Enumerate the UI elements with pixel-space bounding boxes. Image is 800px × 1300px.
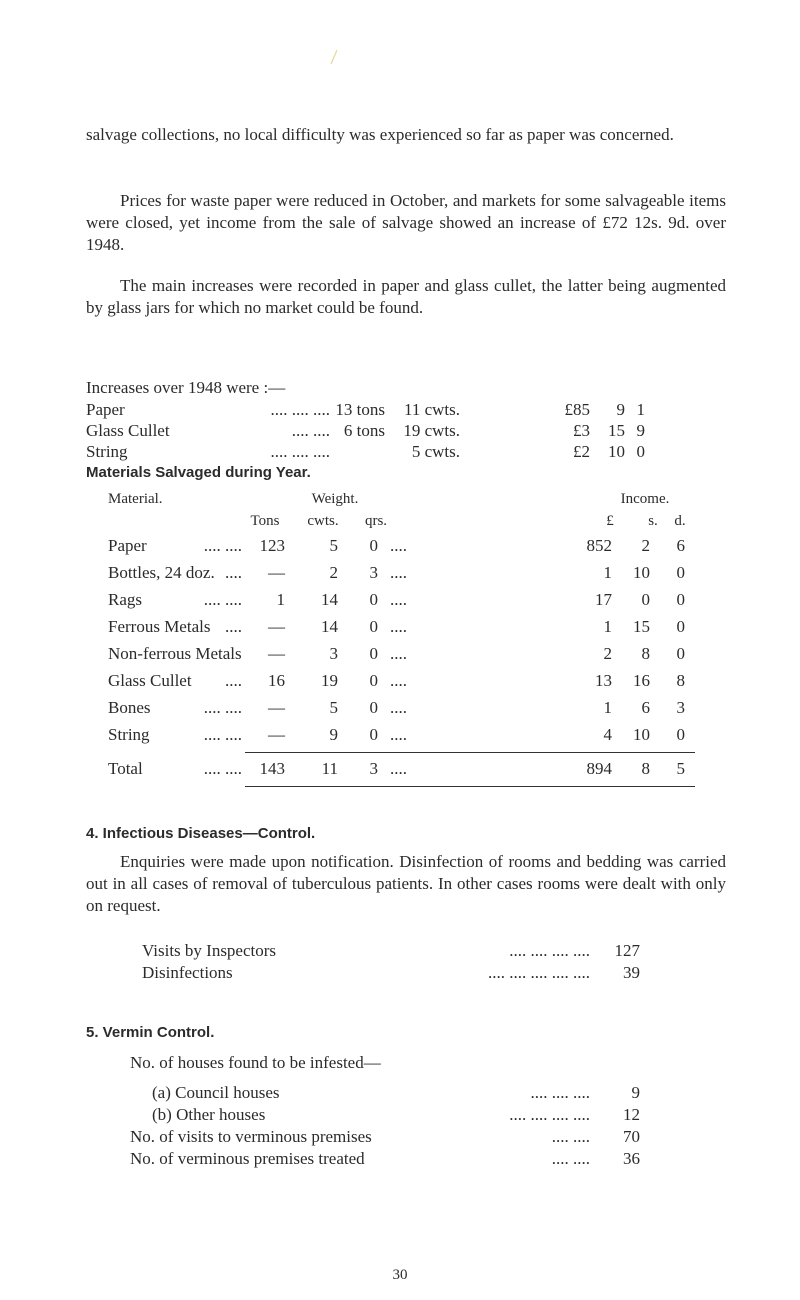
table-row-material: Glass Cullet — [108, 671, 192, 690]
section4-item-dots: .... .... .... .... .... — [488, 963, 590, 982]
table-row-cwts: 9 — [329, 725, 338, 744]
table-row-sep: .... — [390, 698, 407, 717]
section4-heading: 4. Infectious Diseases—Control. — [86, 825, 316, 842]
section4-item-dots: .... .... .... .... — [509, 941, 590, 960]
table-row-shillings: 16 — [633, 671, 650, 690]
table-row-pence: 0 — [676, 590, 685, 609]
sub-pounds-header: £ — [606, 513, 614, 529]
table-row-tons: — — [268, 725, 285, 744]
table-row-qrs: 0 — [369, 644, 378, 663]
table-row-tons: — — [268, 617, 285, 636]
table-row-pounds: 1 — [603, 698, 612, 717]
table-row-pence: 3 — [676, 698, 685, 717]
increase-cwts: 11 cwts. — [403, 400, 460, 419]
table-row-pounds: 1 — [603, 563, 612, 582]
section4-item-label: Visits by Inspectors — [142, 941, 277, 960]
total-rule-top — [245, 752, 695, 753]
table-row-qrs: 0 — [369, 725, 378, 744]
table-row-cwts: 14 — [321, 590, 338, 609]
increase-dots: .... .... — [291, 421, 330, 440]
table-row-pence: 0 — [676, 725, 685, 744]
section4-item-value: 127 — [614, 941, 640, 960]
table-row-cwts: 2 — [329, 563, 338, 582]
table-row-cwts: 5 — [329, 698, 338, 717]
table-row-qrs: 0 — [369, 590, 378, 609]
table-row-tons: 16 — [268, 671, 285, 690]
table-row-tons: — — [268, 698, 285, 717]
table-row-tons: 123 — [259, 536, 285, 555]
table-row-pounds: 2 — [603, 644, 612, 663]
table-row-dots: .... .... — [203, 725, 242, 744]
table-row-sep: .... — [390, 617, 407, 636]
intro-paragraph-2: Prices for waste paper were reduced in October, and markets for some salvageable items were closed, yet income from the sale of salvage showed an increase of £72 12s. 9d. over 1948. — [86, 191, 726, 254]
pencil-mark — [330, 50, 338, 64]
increase-pence: 1 — [636, 400, 645, 419]
section5-item-dots: .... .... — [551, 1149, 590, 1168]
increase-pounds: £3 — [573, 421, 590, 440]
table-row-pounds: 17 — [595, 590, 612, 609]
table-row-sep: .... — [390, 644, 407, 663]
intro-paragraph-1: salvage collections, no local difficulty was experienced so far as paper was concerned. — [86, 125, 674, 144]
table-row-cwts: 3 — [329, 644, 338, 663]
table-row-shillings: 10 — [633, 725, 650, 744]
increase-pounds: £2 — [573, 442, 590, 461]
col-material-header: Material. — [108, 491, 163, 507]
total-dots: .... .... — [203, 759, 242, 778]
table-row-pounds: 4 — [603, 725, 612, 744]
sub-qrs-header: qrs. — [364, 513, 388, 529]
sub-tons-header: Tons — [250, 513, 280, 529]
increase-pence: 9 — [636, 421, 645, 440]
table-row-sep: .... — [390, 563, 407, 582]
section5-item-value: 36 — [623, 1149, 640, 1168]
increase-tons: 13 tons — [335, 400, 385, 419]
table-row-qrs: 0 — [369, 698, 378, 717]
increase-item: Glass Cullet — [86, 421, 170, 440]
table-row-sep: .... — [390, 536, 407, 555]
increase-pence: 0 — [636, 442, 645, 461]
table-row-qrs: 0 — [369, 536, 378, 555]
section5-intro: No. of houses found to be infested— — [130, 1053, 381, 1072]
total-pence: 5 — [676, 759, 685, 778]
table-row-qrs: 0 — [369, 617, 378, 636]
total-pounds: 894 — [586, 759, 612, 778]
section5-item-value: 70 — [623, 1127, 640, 1146]
total-shillings: 8 — [641, 759, 650, 778]
table-row-dots: .... .... — [203, 590, 242, 609]
table-row-pounds: 1 — [603, 617, 612, 636]
table-row-shillings: 2 — [641, 536, 650, 555]
section5-item-value: 9 — [631, 1083, 640, 1102]
increase-shillings: 9 — [616, 400, 625, 419]
section5-item-label: (b) Other houses — [152, 1105, 266, 1124]
table-row-qrs: 3 — [369, 563, 378, 582]
table-row-cwts: 19 — [321, 671, 338, 690]
increase-shillings: 10 — [608, 442, 625, 461]
table-row-pounds: 13 — [595, 671, 612, 690]
table-row-qrs: 0 — [369, 671, 378, 690]
section5-item-label: No. of visits to verminous premises — [130, 1127, 372, 1146]
total-qrs: 3 — [369, 759, 378, 778]
salvaged-heading: Materials Salvaged during Year. — [86, 464, 311, 481]
table-row-pence: 0 — [676, 617, 685, 636]
section4-paragraph: Enquiries were made upon notification. Disinfection of rooms and bedding was carried out in all cases of removal of tuberculous patients. In other cases rooms were dealt with only on request. — [86, 852, 726, 915]
table-row-material: Rags — [108, 590, 142, 609]
total-tons: 143 — [259, 759, 285, 778]
table-row-pence: 8 — [676, 671, 685, 690]
increase-cwts: 5 cwts. — [411, 442, 460, 461]
table-row-material: Bones — [108, 698, 151, 717]
increase-shillings: 15 — [608, 421, 625, 440]
table-row-sep: .... — [390, 671, 407, 690]
section4-item-value: 39 — [623, 963, 640, 982]
table-row-material: Non-ferrous Metals — [108, 644, 242, 663]
table-row-tons: 1 — [276, 590, 285, 609]
total-cwts: 11 — [321, 759, 338, 778]
table-row-sep: .... — [390, 725, 407, 744]
section5-item-dots: .... .... .... .... — [509, 1105, 590, 1124]
table-row-shillings: 8 — [641, 644, 650, 663]
section5-item-dots: .... .... .... — [530, 1083, 590, 1102]
section5-item-dots: .... .... — [551, 1127, 590, 1146]
total-material: Total — [108, 759, 143, 778]
table-row-dots: .... — [225, 617, 242, 636]
table-row-shillings: 10 — [633, 563, 650, 582]
increase-item: Paper — [86, 400, 125, 419]
table-row-dots: .... .... — [203, 536, 242, 555]
increase-item: String — [86, 442, 128, 461]
table-row-shillings: 6 — [641, 698, 650, 717]
table-row-material: Paper — [108, 536, 147, 555]
table-row-tons: — — [268, 563, 285, 582]
intro-paragraph-3: The main increases were recorded in paper and glass cullet, the latter being augmented by glass jars for which no market could be found. — [86, 276, 726, 317]
table-row-dots: .... — [225, 671, 242, 690]
col-weight-header: Weight. — [311, 491, 359, 507]
increase-dots: .... .... .... — [270, 400, 330, 419]
table-row-material: String — [108, 725, 150, 744]
table-row-material: Ferrous Metals — [108, 617, 211, 636]
table-row-material: Bottles, 24 doz. — [108, 563, 215, 582]
table-row-dots: .... — [225, 563, 242, 582]
section5-item-label: No. of verminous premises treated — [130, 1149, 365, 1168]
table-row-cwts: 14 — [321, 617, 338, 636]
total-rule-bottom — [245, 786, 695, 787]
increases-heading: Increases over 1948 were :— — [86, 378, 286, 397]
table-row-pence: 6 — [676, 536, 685, 555]
table-row-dots: .... .... — [203, 698, 242, 717]
table-row-shillings: 15 — [633, 617, 650, 636]
sub-pence-header: d. — [674, 513, 686, 529]
section5-heading: 5. Vermin Control. — [86, 1024, 215, 1041]
increase-dots: .... .... .... — [270, 442, 330, 461]
increase-tons: 6 tons — [343, 421, 385, 440]
sub-cwts-header: cwts. — [307, 513, 339, 529]
increase-pounds: £85 — [564, 400, 590, 419]
table-row-cwts: 5 — [329, 536, 338, 555]
table-row-pounds: 852 — [586, 536, 612, 555]
section5-item-label: (a) Council houses — [152, 1083, 280, 1102]
total-sep: .... — [390, 759, 407, 778]
increase-cwts: 19 cwts. — [403, 421, 460, 440]
sub-shillings-header: s. — [648, 513, 658, 529]
section4-item-label: Disinfections — [142, 963, 233, 982]
table-row-sep: .... — [390, 590, 407, 609]
table-row-tons: — — [268, 644, 285, 663]
table-row-pence: 0 — [676, 644, 685, 663]
table-row-shillings: 0 — [641, 590, 650, 609]
section5-item-value: 12 — [623, 1105, 640, 1124]
col-income-header: Income. — [620, 491, 670, 507]
table-row-pence: 0 — [676, 563, 685, 582]
page-number: 30 — [392, 1267, 408, 1283]
